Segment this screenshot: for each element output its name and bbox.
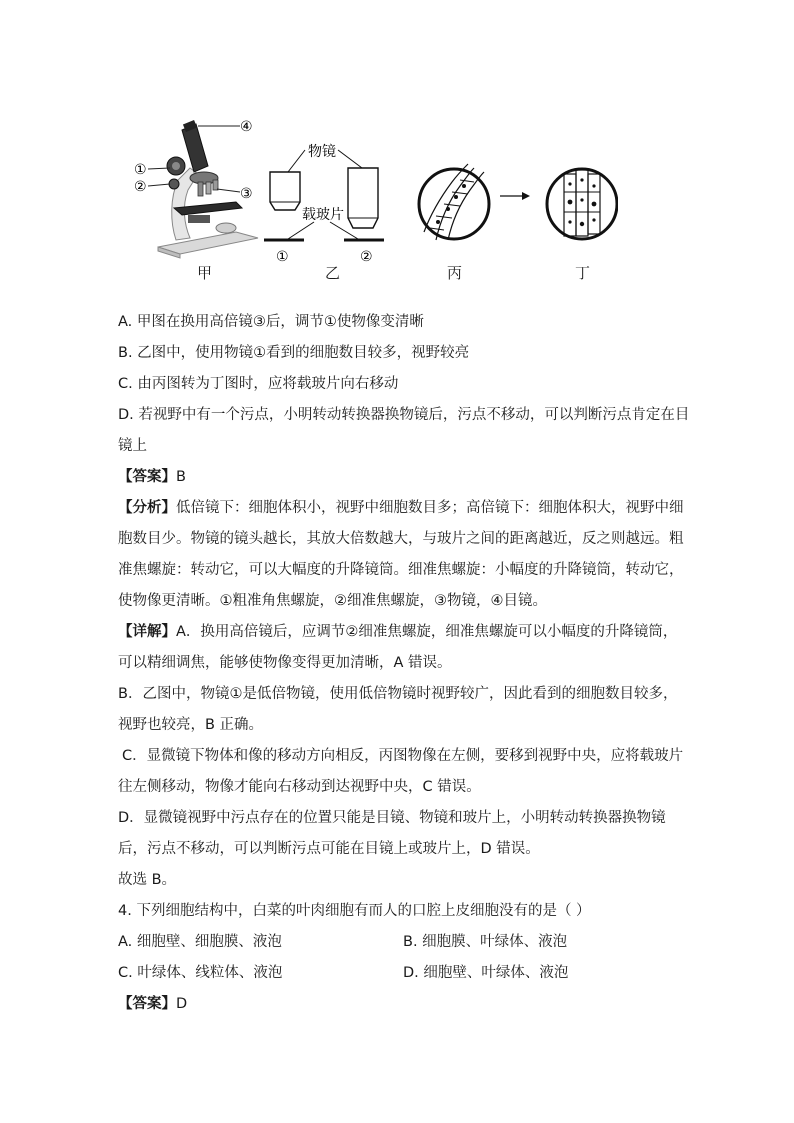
label-jia: 甲 [197,264,213,282]
q3-option-c: C. 由丙图转为丁图时，应将载玻片向右移动 [118,376,399,392]
answer-tag: 【答案】 [118,469,176,485]
q4-option-a: A. 细胞壁、细胞膜、液泡 [118,934,282,950]
figure-drawing [118,112,618,262]
q4-option-b: B. 细胞膜、叶绿体、液泡 [403,934,568,950]
view-ding-drawing [547,169,617,239]
analysis-line-3: 准焦螺旋：转动它，可以大幅度的升降镜筒。细准焦螺旋：小幅度的升降镜筒，转动它， [118,562,684,578]
q4-answer-tag: 【答案】 [118,996,176,1012]
arrow-icon [500,192,530,200]
q4-answer [118,989,688,1020]
label-ding: 丁 [575,264,591,282]
analysis-line-1 [118,493,688,524]
q3-option-a: A. 甲图在换用高倍镜③后，调节①使物像变清晰 [118,314,424,330]
label-yi: 乙 [325,264,341,282]
q3-option-b: B. 乙图中，使用物镜①看到的细胞数目较多，视野较亮 [118,345,470,361]
detail-line-1 [118,617,688,648]
detail-text-1: A．换用高倍镜后，应调节②细准焦螺旋，细准焦螺旋可以小幅度的升降镜筒， [176,624,678,640]
solution-content [118,307,688,1020]
q4-options-row-2 [118,958,688,989]
analysis-line-4: 使物像更清晰。①粗准角焦螺旋，②细准焦螺旋，③物镜，④目镜。 [118,593,547,609]
objectives-drawing [264,150,384,240]
label-coarse-knob: ① [134,162,147,178]
label-objective: 物镜 [308,144,336,160]
detail-line-6: 往左侧移动，物像才能向右移动到达视野中央，C 错误。 [118,779,481,795]
detail-line-9: 故选 B。 [118,872,177,888]
detail-line-4: 视野也较亮，B 正确。 [118,717,264,733]
label-objective-2: ② [360,249,373,262]
detail-line-8: 后，污点不移动，可以判断污点可能在目镜上或玻片上，D 错误。 [118,841,540,857]
question-figure [118,112,618,294]
view-bing-drawing [419,164,489,240]
label-slide: 载玻片 [302,207,344,223]
analysis-line-2: 胞数目少。物镜的镜头越长，其放大倍数越大，与玻片之间的距离越近，反之则越远。粗 [118,531,684,547]
detail-tag: 【详解】 [118,624,176,640]
label-bing: 丙 [447,264,463,282]
q4-options-row-1 [118,927,688,958]
q3-option-d: D. 若视野中有一个污点，小明转动转换器换物镜后，污点不移动，可以判断污点肯定在目 [118,407,690,423]
q4-option-d: D. 细胞壁、叶绿体、液泡 [403,965,569,981]
q3-answer [118,462,688,493]
answer-value: B [176,469,186,485]
detail-line-5: C．显微镜下物体和像的移动方向相反，丙图物像在左侧，要移到视野中央，应将载玻片 [122,748,684,764]
q3-option-d-cont: 镜上 [118,438,147,454]
detail-line-3: B．乙图中，物镜①是低倍物镜，使用低倍物镜时视野较广，因此看到的细胞数目较多， [118,686,678,702]
detail-line-7: D．显微镜视野中污点存在的位置只能是目镜、物镜和玻片上，小明转动转换器换物镜 [118,810,666,826]
label-fine-knob: ② [134,179,147,195]
detail-line-2: 可以精细调焦，能够使物像变得更加清晰，A 错误。 [118,655,452,671]
label-objective-1: ① [276,249,289,262]
label-objective-3: ③ [240,186,253,202]
analysis-tag: 【分析】 [118,500,176,516]
q4-stem: 4. 下列细胞结构中，白菜的叶肉细胞有而人的口腔上皮细胞没有的是（ ） [118,903,591,919]
q4-answer-value: D [176,996,188,1012]
q4-option-c: C. 叶绿体、线粒体、液泡 [118,965,283,981]
analysis-text-1: 低倍镜下：细胞体积小，视野中细胞数目多；高倍镜下：细胞体积大，视野中细 [176,500,684,516]
label-eyepiece-4: ④ [240,119,253,135]
